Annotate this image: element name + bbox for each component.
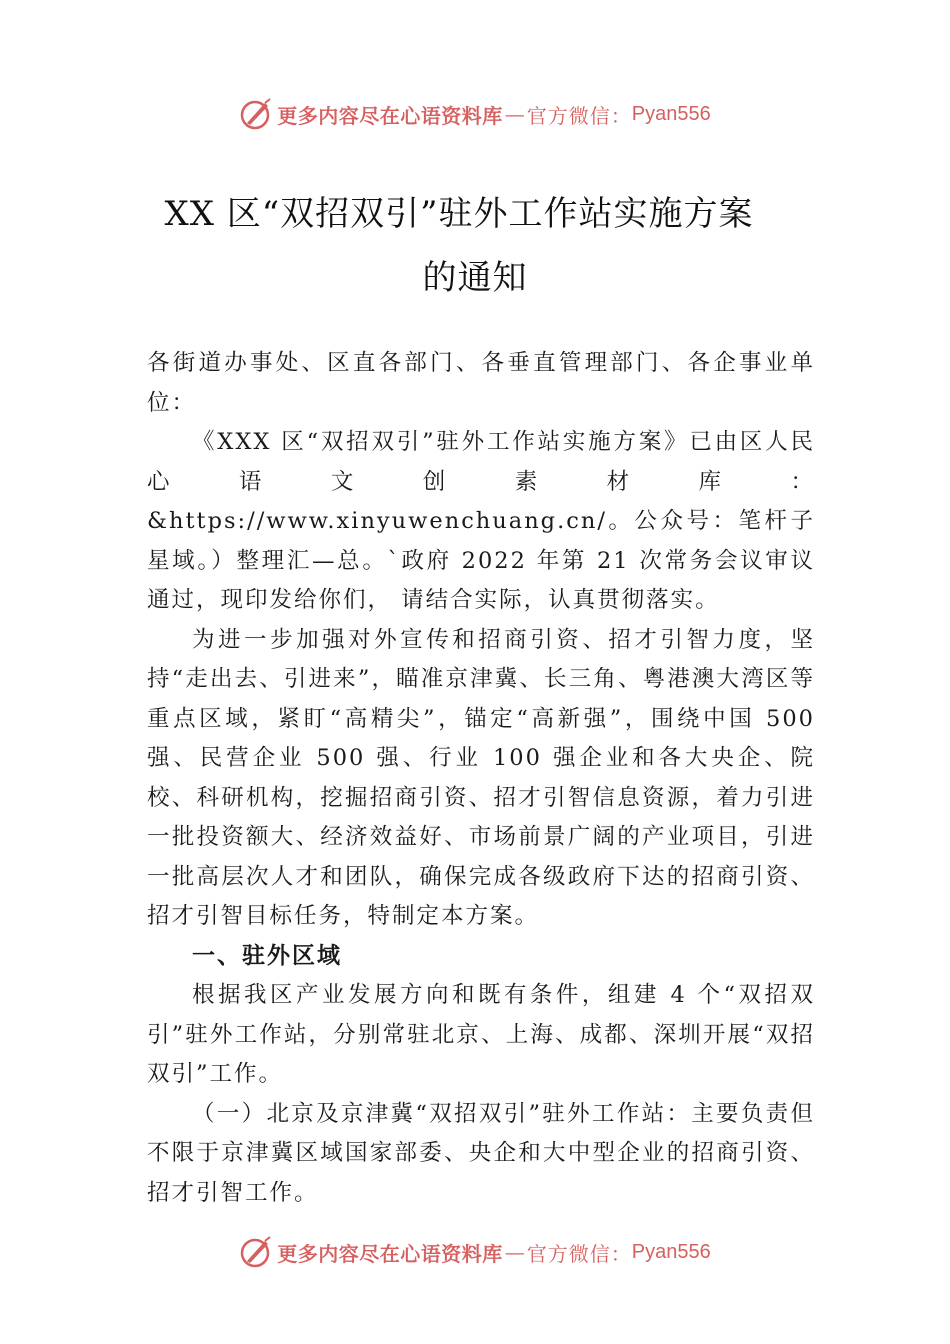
section-heading-1: 一、驻外区域: [192, 942, 342, 969]
document-body: [147, 344, 815, 1213]
header-watermark-banner: [0, 94, 950, 134]
banner-separator: —: [504, 102, 525, 126]
paragraph-2: 为进一步加强对外宣传和招商引资、招才引智力度，坚持“走出去、引进来”，瞄准京津冀、长三角、粤港澳大湾区等重点区域，紧盯“高精尖”，锚定“高新强”，围绕中国 500 强、民营企业 500 强、行业 100 强企业和各大央企、院校、科研机构，挖掘招商引资、招才引智信息资源，着力引进一批投资额大、经济效益好、市场前景广阔的产业项目，引进一批高层次人才和团队，确保完成各级政府下达的招商引资、招才引智目标任务，特制定本方案。: [147, 626, 815, 929]
paragraph-1: 《XXX 区“双招双引”驻外工作站实施方案》已由区人民心语文创素材库：&https://www.xinyuwenchuang.cn/。公众号：笔杆子星域。）整理汇—总。`政府 2022 年第 21 次常务会议审议通过，现印发给你们， 请结合实际，认真贯彻落实。: [147, 429, 815, 613]
banner-wechat-id: Pyan556: [631, 1240, 711, 1263]
salutation: 各街道办事处、区直各部门、各垂直管理部门、各企事业单位：: [147, 350, 815, 416]
quill-logo-icon: [239, 1235, 273, 1269]
banner-separator: —: [504, 1240, 525, 1264]
paragraph-3: 根据我区产业发展方向和既有条件，组建 4 个“双招双引”驻外工作站，分别常驻北京、上海、成都、深圳开展“双招双引”工作。: [147, 982, 815, 1087]
document-title-line2: 的通知: [422, 258, 528, 298]
footer-watermark-banner: [0, 1232, 950, 1272]
banner-wechat-id: Pyan556: [631, 102, 711, 125]
document-title-line1: XX 区“双招双引”驻外工作站实施方案: [164, 194, 754, 234]
banner-wechat-label: 官方微信：: [526, 103, 632, 128]
banner-main-text: 更多内容尽在心语资料库: [277, 1241, 503, 1266]
banner-main-text: 更多内容尽在心语资料库: [277, 103, 503, 128]
quill-logo-icon: [239, 97, 273, 131]
banner-wechat-label: 官方微信：: [526, 1241, 632, 1266]
paragraph-4: （一）北京及京津冀“双招双引”驻外工作站：主要负责但不限于京津冀区域国家部委、央企和大中型企业的招商引资、招才引智工作。: [147, 1100, 815, 1206]
